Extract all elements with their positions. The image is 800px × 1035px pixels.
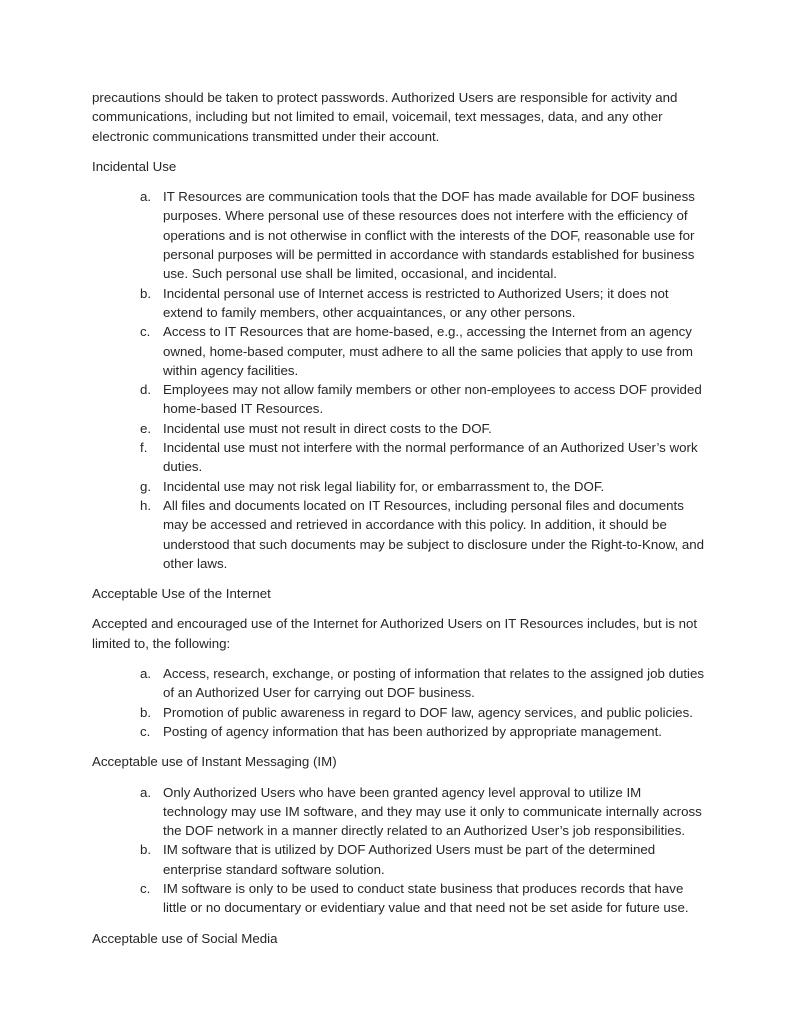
list-item-text: Incidental personal use of Internet access is restricted to Authorized Users; it does not extend to family members, other acquaintances, or any other persons. (163, 285, 669, 320)
list-item (92, 703, 708, 722)
list-item-text: Incidental use must not interfere with the normal performance of an Authorized User’s work duties. (163, 440, 698, 475)
list-item-text: All files and documents located on IT Resources, including personal files and documents may be accessed and retrieved in accordance with this policy. In addition, it should be understood that such documents may be subject to disclosure under the Right-to-Know, and other laws. (163, 497, 705, 571)
list-item-text: Only Authorized Users who have been granted agency level approval to utilize IM technology may use IM software, and they may use it only to communicate internally across the DOF network in a manner directly related to an Authorized User’s job responsibilities. (163, 784, 702, 839)
list-item-text: Promotion of public awareness in regard to DOF law, agency services, and public policies. (163, 704, 693, 720)
list-item-text: Incidental use must not result in direct costs to the DOF. (163, 420, 492, 436)
list-item (92, 664, 708, 703)
list-item-text: Incidental use may not risk legal liability for, or embarrassment to, the DOF. (163, 478, 605, 494)
list-marker: c. (140, 324, 151, 340)
list-incidental-use (92, 187, 708, 573)
list-acceptable-internet-use (92, 664, 708, 741)
list-marker: b. (140, 842, 152, 858)
list-item (92, 187, 708, 283)
list-item-text: Employees may not allow family members or other non-employees to access DOF provided home-based IT Resources. (163, 382, 702, 417)
list-item-text: IM software that is utilized by DOF Authorized Users must be part of the determined enterprise standard software solution. (163, 842, 656, 877)
list-item (92, 840, 708, 879)
heading-acceptable-use-social-media: Acceptable use of Social Media (92, 930, 278, 946)
list-item (92, 438, 708, 477)
list-item-text: IT Resources are communication tools that the DOF has made available for DOF business purposes. Where personal use of these resources does not interfere with the efficiency of operations and is not otherwise in conflict with the interests of the DOF, reasonable use for personal purposes will be permitted in accordance with standards established for business use. Such personal use shall be limited, occasional, and incidental. (163, 189, 695, 282)
document-body (92, 88, 708, 948)
list-marker: a. (140, 666, 152, 682)
list-marker: h. (140, 497, 152, 513)
list-marker: a. (140, 189, 152, 205)
list-item-text: Posting of agency information that has been authorized by appropriate management. (163, 723, 662, 739)
paragraph-passwords-responsibility: precautions should be taken to protect passwords. Authorized Users are responsible for activity and communications, including but not limited to email, voicemail, text messages, data, and any other electronic communications transmitted under their account. (92, 90, 678, 144)
list-marker: g. (140, 478, 152, 494)
list-marker: c. (140, 723, 151, 739)
list-item-text: Access to IT Resources that are home-based, e.g., accessing the Internet from an agency owned, home-based computer, must adhere to all the same policies that apply to use from within agency facilities. (163, 324, 693, 378)
heading-incidental-use: Incidental Use (92, 158, 177, 174)
list-item (92, 322, 708, 380)
list-item (92, 380, 708, 419)
list-marker: e. (140, 420, 152, 436)
list-marker: c. (140, 880, 151, 896)
list-marker: b. (140, 285, 152, 301)
paragraph-internet-intro: Accepted and encouraged use of the Internet for Authorized Users on IT Resources includes, but is not limited to, the following: (92, 616, 698, 651)
list-marker: b. (140, 704, 152, 720)
list-item (92, 722, 708, 741)
list-marker: d. (140, 382, 152, 398)
heading-acceptable-use-internet: Acceptable Use of the Internet (92, 586, 271, 602)
list-marker: f. (140, 440, 148, 456)
list-item-text: IM software is only to be used to conduct state business that produces records that have little or no documentary or evidentiary value and that need not be set aside for future use. (163, 880, 689, 916)
heading-acceptable-use-im: Acceptable use of Instant Messaging (IM) (92, 754, 337, 770)
list-item (92, 477, 708, 496)
list-item (92, 419, 708, 438)
list-item (92, 879, 708, 918)
list-item-text: Access, research, exchange, or posting of information that relates to the assigned job duties of an Authorized User for carrying out DOF business. (163, 666, 705, 701)
list-item (92, 284, 708, 323)
list-item (92, 496, 708, 573)
list-item (92, 783, 708, 841)
list-acceptable-im-use (92, 783, 708, 918)
list-marker: a. (140, 784, 152, 800)
